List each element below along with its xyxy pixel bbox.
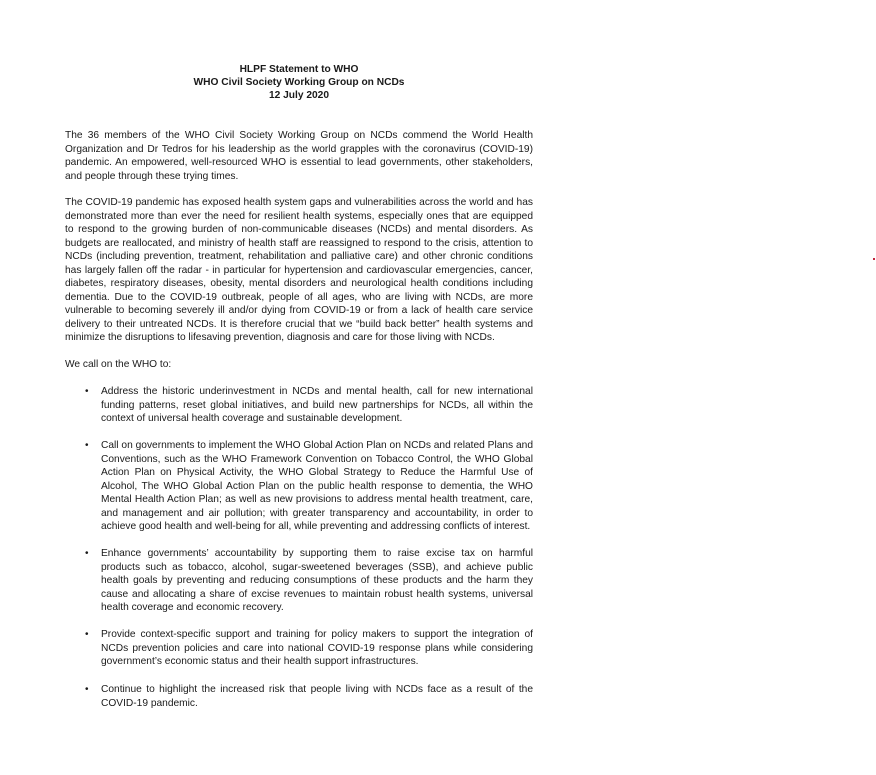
bullet-icon: • [85, 440, 89, 451]
stray-mark [873, 258, 875, 260]
list-item-text: Enhance governments’ accountability by supporting them to raise excise tax on harmful products such as tobacco, alcohol, sugar-sweetened beverages (SSB), and achieve public health goals by preventing and reducing consumptions of these products and the harm they cause and allocating a share of excise revenues to maintain robust health systems, universal health coverage and economic recovery. [101, 548, 533, 613]
bullet-icon: • [85, 684, 89, 695]
document-date: 12 July 2020 [268, 90, 330, 102]
bullet-icon: • [85, 629, 89, 640]
bullet-icon: • [85, 548, 89, 559]
list-item-text: Address the historic underinvestment in NCDs and mental health, call for new international funding patterns, reset global initiatives, and build new partnerships for NCDs, all within the context of universal health coverage and sustainable development. [101, 386, 533, 424]
document-subtitle: WHO Civil Society Working Group on NCDs [193, 77, 405, 89]
bullet-icon: • [85, 386, 89, 397]
paragraph-context: The COVID-19 pandemic has exposed health system gaps and vulnerabilities across the world and has demonstrated more than ever the need for resilient health systems, especially ones that are equipped to respond to the growing burden of non-communicable diseases (NCDs) and mental disorders. As budgets are reallocated, and ministry of health staff are reassigned to respond to the crisis, attention to NCDs (including prevention, treatment, rehabilitation and palliative care) and other chronic conditions has largely fallen off the radar - in particular for hypertension and cardiovascular emergencies, cancer, diabetes, respiratory diseases, obesity, mental disorders and neurological health conditions including dementia. Due to the COVID-19 outbreak, people of all ages, who are living with NCDs, are more vulnerable to becoming severely ill and/or dying from COVID-19 or from a lack of health care service delivery to their untreated NCDs. It is therefore crucial that we “build back better” health systems and minimize the disruptions to lifesaving prevention, diagnosis and care for those living with NCDs. [65, 197, 533, 343]
list-item-text: Call on governments to implement the WHO Global Action Plan on NCDs and related Plans and Conventions, such as the WHO Framework Convention on Tobacco Control, the WHO Global Action Plan on Physical Activity, the WHO Global Strategy to Reduce the Harmful Use of Alcohol, The WHO Global Action Plan on the public health response to dementia, the WHO Mental Health Action Plan; as well as new provisions to address mental health treatment, care, and management and air pollution; with greater transparency and accountability, in order to achieve good health and well-being for all, while preventing and addressing conflicts of interest. [101, 440, 533, 532]
document-title: HLPF Statement to WHO [239, 64, 359, 75]
list-item-text: Continue to highlight the increased risk that people living with NCDs face as a result of the COVID-19 pandemic. [101, 684, 533, 709]
document-header [170, 63, 428, 103]
call-intro: We call on the WHO to: [65, 359, 172, 370]
paragraph-intro: The 36 members of the WHO Civil Society Working Group on NCDs commend the World Health Organization and Dr Tedros for his leadership as the world grapples with the coronavirus (COVID-19) pandemic. An empowered, well-resourced WHO is essential to lead governments, other stakeholders, and people through these trying times. [65, 130, 533, 182]
list-item-text: Provide context-specific support and training for policy makers to support the integration of NCDs prevention policies and care into national COVID-19 response plans while considering government’s economic status and their health support infrastructures. [101, 629, 533, 667]
